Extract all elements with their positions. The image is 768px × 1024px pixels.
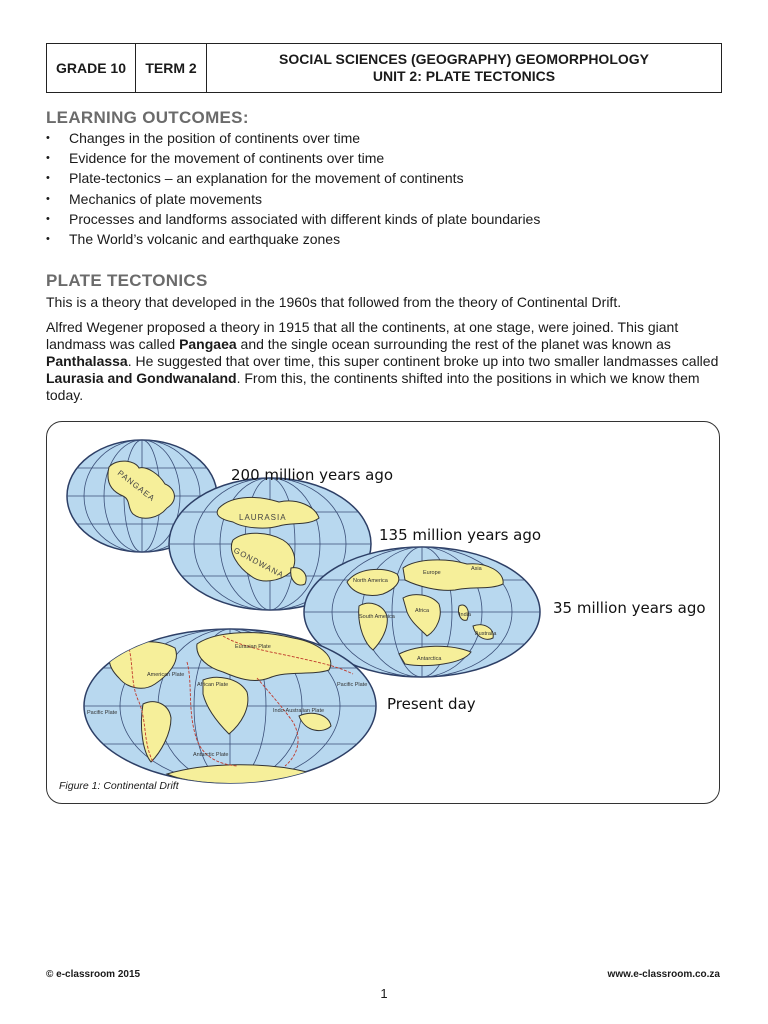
plate-tectonics-heading: PLATE TECTONICS <box>46 271 208 290</box>
intro-paragraph: This is a theory that developed in the 1960s that followed from the theory of Continental Drift. <box>46 294 622 310</box>
antarctic-plate-label: Antarctic Plate <box>193 752 229 758</box>
laurasia-gondwanaland-term: Laurasia and Gondwanaland <box>46 370 237 386</box>
subject-cell <box>207 44 721 92</box>
continental-drift-illustration <box>47 422 720 804</box>
american-plate-label: American Plate <box>147 672 185 678</box>
south-america-label: South America <box>359 614 395 620</box>
asia-label: Asia <box>471 566 482 572</box>
list-item: • Evidence for the movement of continents over time <box>46 148 540 168</box>
panthalassa-term: Panthalassa <box>46 353 128 369</box>
learning-outcomes-heading: LEARNING OUTCOMES: <box>46 108 249 127</box>
europe-label: Europe <box>423 570 441 576</box>
subject-line-2: UNIT 2: PLATE TECTONICS <box>372 68 556 84</box>
gondwana-label: GONDWANA <box>232 545 286 580</box>
african-plate-label: African Plate <box>197 682 229 688</box>
india-label: India <box>459 612 471 618</box>
website-link[interactable]: www.e-classroom.co.za <box>607 969 720 980</box>
header-table <box>46 43 722 93</box>
pacific-plate-right-label: Pacific Plate <box>337 682 368 688</box>
indo-australian-plate-label: Indo-Australian Plate <box>273 708 325 714</box>
globe-present-day <box>84 629 376 784</box>
para-text: Alfred Wegener proposed a theory in 1915 that all the continents, at one stage, were joined. This giant landmass was called <box>46 319 679 352</box>
label-200-million: 200 million years ago <box>231 466 394 484</box>
list-item: • Processes and landforms associated with different kinds of plate boundaries <box>46 209 540 229</box>
copyright-notice: © e-classroom 2015 <box>46 969 141 980</box>
para-text: . He suggested that over time, this super continent broke up into two smaller landmasses called <box>127 353 719 369</box>
subject-line-1: SOCIAL SCIENCES (GEOGRAPHY) GEOMORPHOLOGY <box>278 51 649 67</box>
para-text: . From this, the continents shifted into the positions in which we know them today. <box>46 370 700 403</box>
figure-caption: Figure 1: Continental Drift <box>59 780 179 792</box>
list-item: • Changes in the position of continents over time <box>46 128 540 148</box>
learning-outcomes-list <box>46 128 540 249</box>
list-item: • Plate-tectonics – an explanation for the movement of continents <box>46 168 540 188</box>
label-present-day: Present day <box>387 695 476 713</box>
pangaea-label: PANGAEA <box>115 468 157 504</box>
antarctica-label: Antarctica <box>417 656 442 662</box>
list-item: • Mechanics of plate movements <box>46 189 540 209</box>
laurasia-label: LAURASIA <box>239 513 287 522</box>
page-number: 1 <box>380 986 388 1001</box>
australia-label: Australia <box>475 631 497 637</box>
africa-label: Africa <box>415 608 430 614</box>
continental-drift-figure <box>46 421 720 804</box>
label-35-million: 35 million years ago <box>553 599 706 617</box>
term-cell: TERM 2 <box>136 44 207 92</box>
pacific-plate-left-label: Pacific Plate <box>87 710 118 716</box>
eurasian-plate-label: Eurasian Plate <box>235 644 271 650</box>
label-135-million: 135 million years ago <box>379 526 542 544</box>
pangaea-term: Pangaea <box>179 336 237 352</box>
list-item: • The World’s volcanic and earthquake zones <box>46 229 540 249</box>
wegener-paragraph <box>46 319 726 404</box>
grade-cell: GRADE 10 <box>47 44 136 92</box>
north-america-label: North America <box>353 578 388 584</box>
para-text: and the single ocean surrounding the rest of the planet was known as <box>236 336 671 352</box>
